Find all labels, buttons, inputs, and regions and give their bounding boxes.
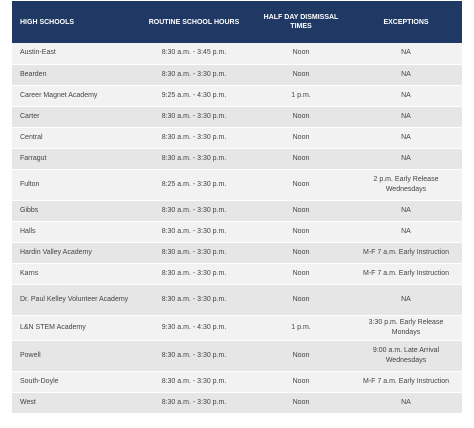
table-row bbox=[12, 43, 462, 64]
half-day-dismissal-cell: 1 p.m. bbox=[252, 85, 350, 106]
half-day-dismissal-cell: Noon bbox=[252, 200, 350, 221]
exceptions-cell: NA bbox=[350, 392, 462, 413]
school-cell: Fulton bbox=[12, 169, 136, 200]
schedule-table-container bbox=[12, 1, 462, 414]
half-day-dismissal-cell: Noon bbox=[252, 284, 350, 315]
routine-hours-cell: 8:30 a.m. - 3:30 p.m. bbox=[136, 284, 252, 315]
table-row bbox=[12, 371, 462, 392]
exceptions-cell: M-F 7 a.m. Early Instruction bbox=[350, 371, 462, 392]
table-header bbox=[12, 1, 462, 43]
table-row bbox=[12, 221, 462, 242]
table-row bbox=[12, 64, 462, 85]
table-row bbox=[12, 315, 462, 340]
school-cell: Central bbox=[12, 127, 136, 148]
routine-hours-cell: 8:30 a.m. - 3:30 p.m. bbox=[136, 263, 252, 284]
header-half-day-dismissal: HALF DAY DISMISSAL TIMES bbox=[263, 14, 339, 30]
half-day-dismissal-cell: Noon bbox=[252, 221, 350, 242]
routine-hours-cell: 8:30 a.m. - 3:30 p.m. bbox=[136, 242, 252, 263]
exceptions-cell: 9:00 a.m. Late Arrival Wednesdays bbox=[350, 340, 462, 371]
school-cell: South-Doyle bbox=[12, 371, 136, 392]
routine-hours-cell: 9:30 a.m. - 4:30 p.m. bbox=[136, 315, 252, 340]
exceptions-cell: M-F 7 a.m. Early Instruction bbox=[350, 242, 462, 263]
exceptions-cell: 2 p.m. Early Release Wednesdays bbox=[350, 169, 462, 200]
exceptions-cell: NA bbox=[350, 148, 462, 169]
exceptions-cell: NA bbox=[350, 221, 462, 242]
routine-hours-cell: 8:30 a.m. - 3:30 p.m. bbox=[136, 371, 252, 392]
school-cell: Farragut bbox=[12, 148, 136, 169]
routine-hours-cell: 8:30 a.m. - 3:30 p.m. bbox=[136, 127, 252, 148]
header-high-schools: HIGH SCHOOLS bbox=[20, 18, 75, 26]
school-cell: Karns bbox=[12, 263, 136, 284]
half-day-dismissal-cell: Noon bbox=[252, 127, 350, 148]
half-day-dismissal-cell: Noon bbox=[252, 148, 350, 169]
routine-hours-cell: 8:30 a.m. - 3:30 p.m. bbox=[136, 221, 252, 242]
school-cell: Hardin Valley Academy bbox=[12, 242, 136, 263]
table-row bbox=[12, 392, 462, 413]
exceptions-cell: NA bbox=[350, 43, 462, 64]
routine-hours-cell: 8:30 a.m. - 3:30 p.m. bbox=[136, 64, 252, 85]
exceptions-cell: NA bbox=[350, 106, 462, 127]
half-day-dismissal-cell: Noon bbox=[252, 169, 350, 200]
table-row bbox=[12, 263, 462, 284]
table-row bbox=[12, 242, 462, 263]
half-day-dismissal-cell: Noon bbox=[252, 340, 350, 371]
half-day-dismissal-cell: Noon bbox=[252, 392, 350, 413]
header-routine-hours: ROUTINE SCHOOL HOURS bbox=[148, 18, 240, 26]
school-cell: Halls bbox=[12, 221, 136, 242]
exceptions-cell: 3:30 p.m. Early Release Mondays bbox=[350, 315, 462, 340]
school-cell: West bbox=[12, 392, 136, 413]
exceptions-cell: NA bbox=[350, 64, 462, 85]
half-day-dismissal-cell: 1 p.m. bbox=[252, 315, 350, 340]
routine-hours-cell: 8:30 a.m. - 3:30 p.m. bbox=[136, 392, 252, 413]
table-row bbox=[12, 169, 462, 200]
routine-hours-cell: 8:30 a.m. - 3:30 p.m. bbox=[136, 148, 252, 169]
school-cell: Carter bbox=[12, 106, 136, 127]
table-row bbox=[12, 340, 462, 371]
half-day-dismissal-cell: Noon bbox=[252, 106, 350, 127]
schedule-table bbox=[12, 1, 462, 414]
routine-hours-cell: 8:30 a.m. - 3:30 p.m. bbox=[136, 340, 252, 371]
half-day-dismissal-cell: Noon bbox=[252, 43, 350, 64]
exceptions-cell: M-F 7 a.m. Early Instruction bbox=[350, 263, 462, 284]
table-row bbox=[12, 106, 462, 127]
exceptions-cell: NA bbox=[350, 85, 462, 106]
exceptions-cell: NA bbox=[350, 200, 462, 221]
header-exceptions: EXCEPTIONS bbox=[383, 18, 429, 26]
half-day-dismissal-cell: Noon bbox=[252, 64, 350, 85]
exceptions-cell: NA bbox=[350, 284, 462, 315]
school-cell: Gibbs bbox=[12, 200, 136, 221]
table-body bbox=[12, 43, 462, 413]
routine-hours-cell: 8:30 a.m. - 3:30 p.m. bbox=[136, 106, 252, 127]
exceptions-cell: NA bbox=[350, 127, 462, 148]
table-row bbox=[12, 148, 462, 169]
table-row bbox=[12, 200, 462, 221]
half-day-dismissal-cell: Noon bbox=[252, 371, 350, 392]
school-cell: Powell bbox=[12, 340, 136, 371]
table-row bbox=[12, 85, 462, 106]
school-cell: Career Magnet Academy bbox=[12, 85, 136, 106]
half-day-dismissal-cell: Noon bbox=[252, 242, 350, 263]
routine-hours-cell: 8:25 a.m. - 3:30 p.m. bbox=[136, 169, 252, 200]
header-row bbox=[12, 1, 462, 43]
half-day-dismissal-cell: Noon bbox=[252, 263, 350, 284]
school-cell: Austin-East bbox=[12, 43, 136, 64]
school-cell: L&N STEM Academy bbox=[12, 315, 136, 340]
table-row bbox=[12, 127, 462, 148]
school-cell: Dr. Paul Kelley Volunteer Academy bbox=[12, 284, 136, 315]
routine-hours-cell: 8:30 a.m. - 3:30 p.m. bbox=[136, 200, 252, 221]
school-cell: Bearden bbox=[12, 64, 136, 85]
routine-hours-cell: 9:25 a.m. - 4:30 p.m. bbox=[136, 85, 252, 106]
table-row bbox=[12, 284, 462, 315]
routine-hours-cell: 8:30 a.m. - 3:45 p.m. bbox=[136, 43, 252, 64]
